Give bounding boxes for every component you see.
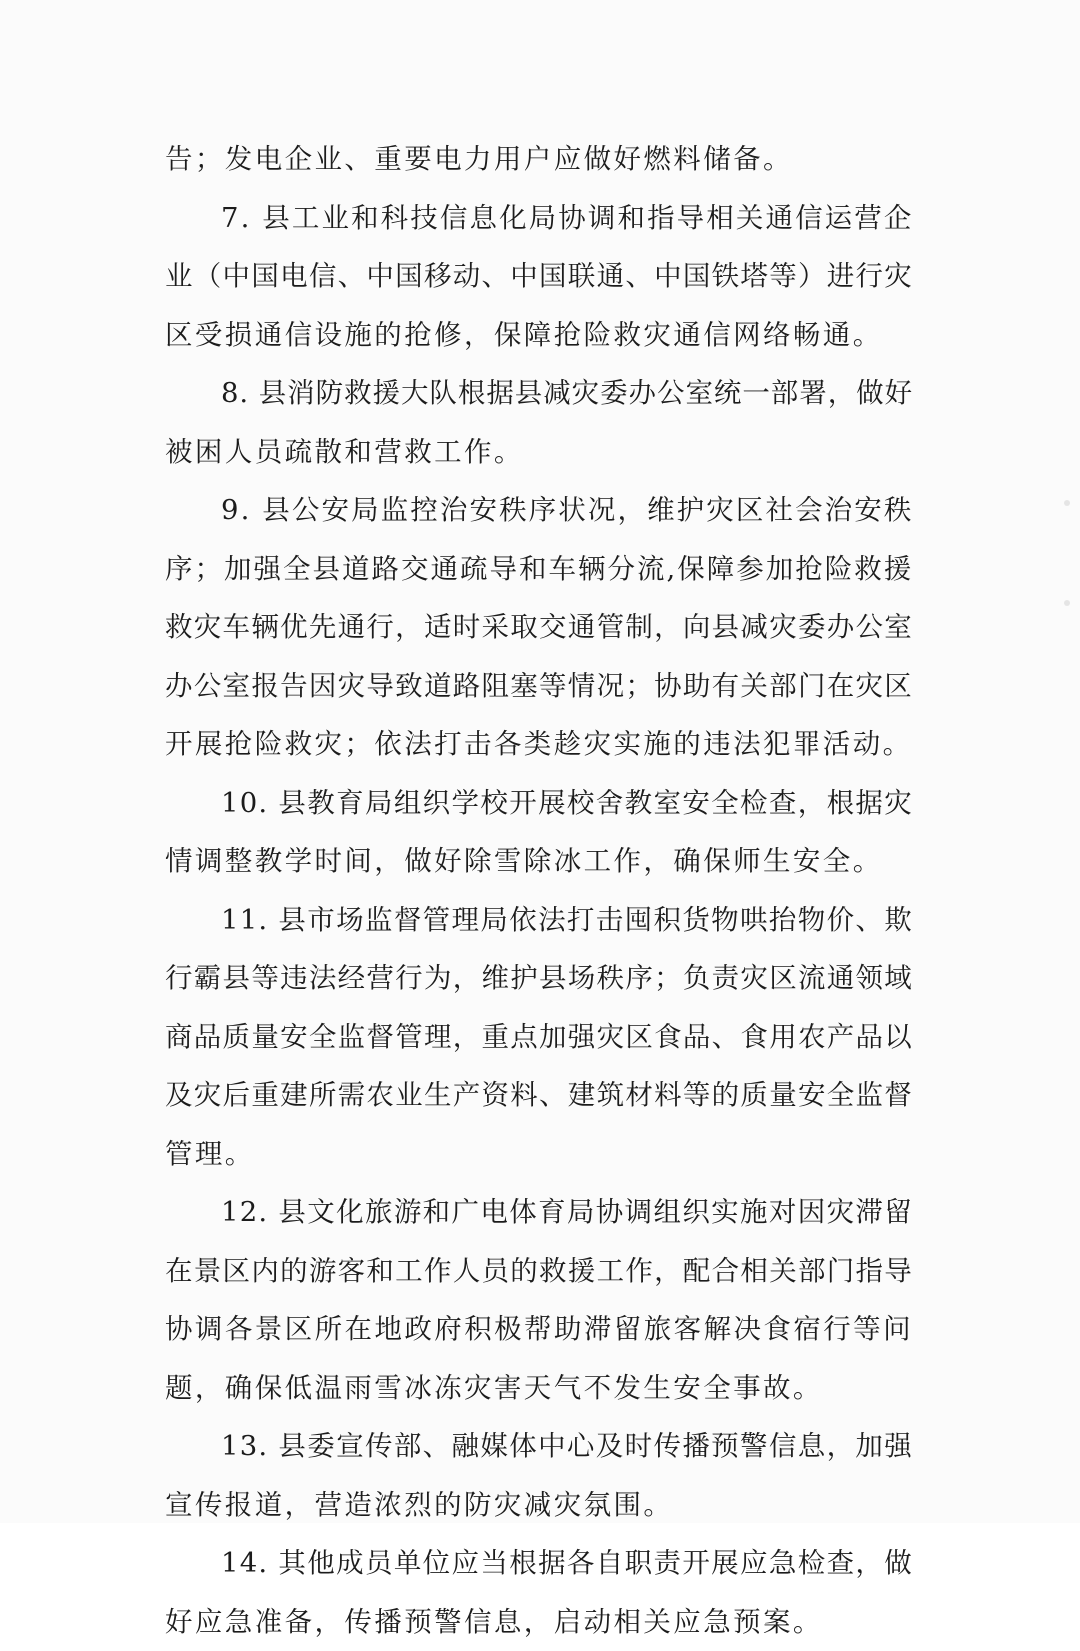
text-line: 序；加强全县道路交通疏导和车辆分流,保障参加抢险救援	[165, 540, 913, 599]
paragraph-item-13	[165, 1417, 913, 1534]
text-line: 题，确保低温雨雪冰冻灾害天气不发生安全事故。	[165, 1359, 913, 1418]
text-line: 救灾车辆优先通行，适时采取交通管制，向县减灾委办公室	[165, 598, 913, 657]
text-line: 9. 县公安局监控治安秩序状况，维护灾区社会治安秩	[165, 481, 913, 540]
text-line: 13. 县委宣传部、融媒体中心及时传播预警信息，加强	[165, 1417, 913, 1476]
paragraph-item-8	[165, 364, 913, 481]
document-body	[165, 130, 913, 1651]
paragraph-item-12	[165, 1183, 913, 1417]
scan-speck	[1064, 500, 1070, 506]
text-line: 情调整教学时间，做好除雪除冰工作，确保师生安全。	[165, 832, 913, 891]
paragraph-item-7	[165, 189, 913, 365]
text-line: 管理。	[165, 1125, 913, 1184]
text-line: 10. 县教育局组织学校开展校舍教室安全检查，根据灾	[165, 774, 913, 833]
text-line: 好应急准备，传播预警信息，启动相关应急预案。	[165, 1593, 913, 1651]
text-line: 办公室报告因灾导致道路阻塞等情况；协助有关部门在灾区	[165, 657, 913, 716]
text-line: 协调各景区所在地政府积极帮助滞留旅客解决食宿行等问	[165, 1300, 913, 1359]
paragraph-continuation	[165, 130, 913, 189]
text-line: 11. 县市场监督管理局依法打击囤积货物哄抬物价、欺	[165, 891, 913, 950]
text-line: 告；发电企业、重要电力用户应做好燃料储备。	[165, 130, 913, 189]
paragraph-item-14	[165, 1534, 913, 1651]
paragraph-item-9	[165, 481, 913, 774]
scan-speck	[1064, 600, 1070, 606]
text-line: 14. 其他成员单位应当根据各自职责开展应急检查，做	[165, 1534, 913, 1593]
text-line: 商品质量安全监督管理，重点加强灾区食品、食用农产品以	[165, 1008, 913, 1067]
text-line: 业（中国电信、中国移动、中国联通、中国铁塔等）进行灾	[165, 247, 913, 306]
text-line: 8. 县消防救援大队根据县减灾委办公室统一部署，做好	[165, 364, 913, 423]
text-line: 被困人员疏散和营救工作。	[165, 423, 913, 482]
text-line: 区受损通信设施的抢修，保障抢险救灾通信网络畅通。	[165, 306, 913, 365]
text-line: 及灾后重建所需农业生产资料、建筑材料等的质量安全监督	[165, 1066, 913, 1125]
paragraph-item-11	[165, 891, 913, 1184]
text-line: 宣传报道，营造浓烈的防灾减灾氛围。	[165, 1476, 913, 1535]
text-line: 在景区内的游客和工作人员的救援工作，配合相关部门指导	[165, 1242, 913, 1301]
text-line: 7. 县工业和科技信息化局协调和指导相关通信运营企	[165, 189, 913, 248]
text-line: 开展抢险救灾；依法打击各类趁灾实施的违法犯罪活动。	[165, 715, 913, 774]
paragraph-item-10	[165, 774, 913, 891]
text-line: 行霸县等违法经营行为，维护县场秩序；负责灾区流通领域	[165, 949, 913, 1008]
text-line: 12. 县文化旅游和广电体育局协调组织实施对因灾滞留	[165, 1183, 913, 1242]
